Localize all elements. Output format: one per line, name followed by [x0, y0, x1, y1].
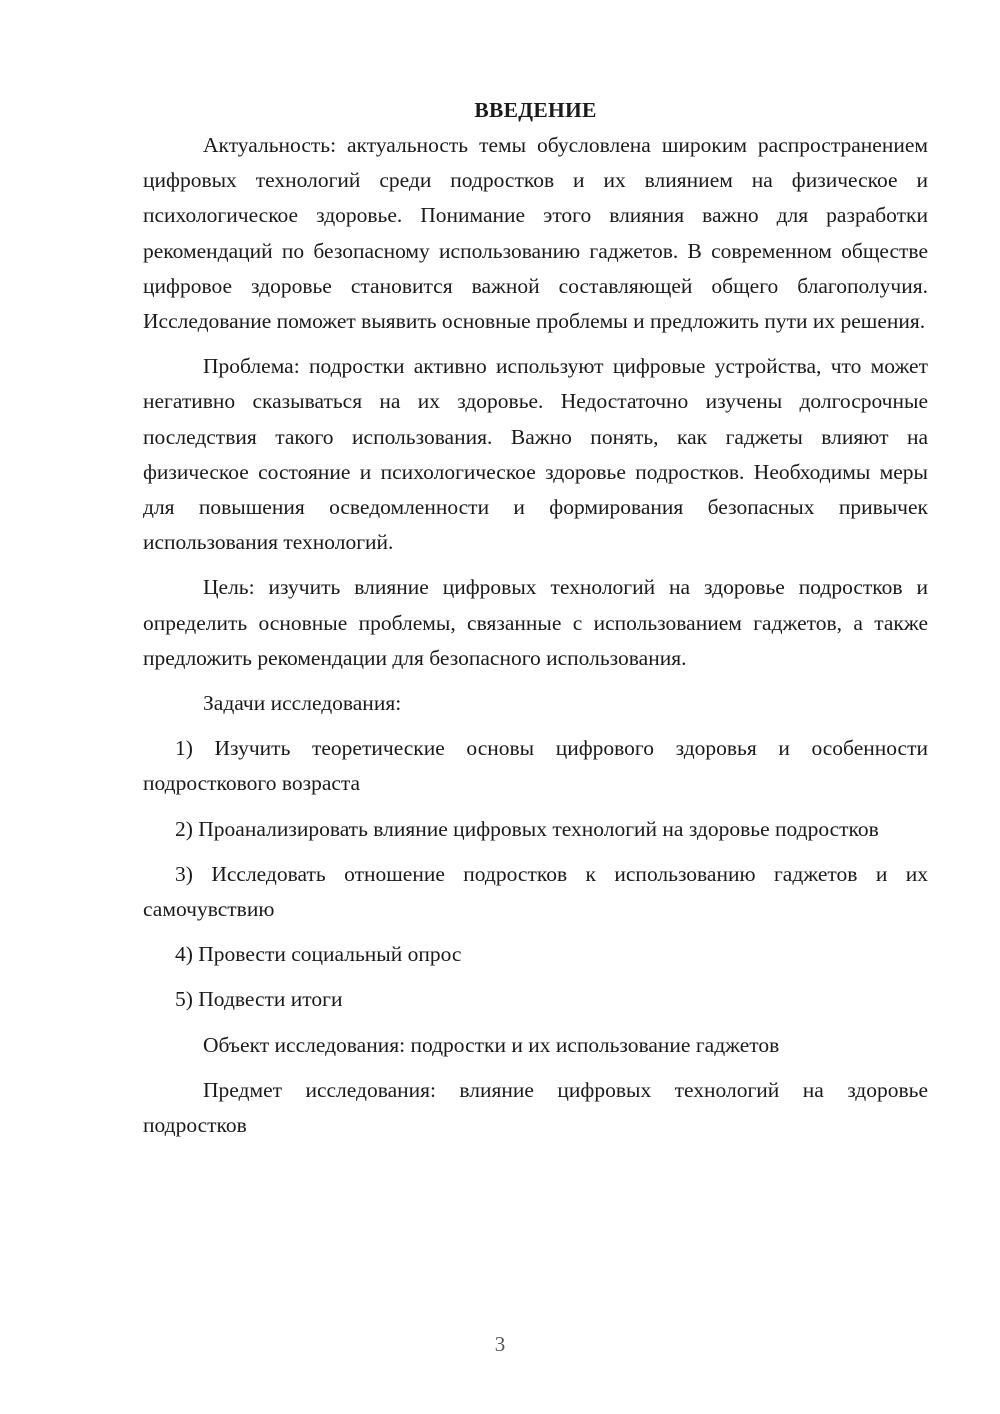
section-title: ВВЕДЕНИЕ — [474, 98, 597, 122]
document-body — [143, 93, 928, 1143]
tasks-heading: Задачи исследования: — [203, 691, 402, 716]
page-number: 3 — [494, 1332, 506, 1356]
task-item: 1) Изучить теоретические основы цифрового здоровья и особенности подросткового возраста — [143, 736, 928, 796]
relevance-paragraph: Актуальность: актуальность темы обусловлена широким распространением цифровых технологий среди подростков и их влиянием на физическое и психологическое здоровье. Понимание этого влияния важно для разработки рекомендаций по безопасному использованию гаджетов. В современном обществе цифровое здоровье становится важной составляющей общего благополучия. Исследование поможет выявить основные проблемы и предложить пути их решения. — [143, 133, 928, 334]
goal-paragraph: Цель: изучить влияние цифровых технологий на здоровье подростков и определить основные проблемы, связанные с использованием гаджетов, а также предложить рекомендации для безопасного использования. — [143, 575, 928, 670]
task-item: 4) Провести социальный опрос — [175, 942, 462, 967]
research-object-paragraph: Объект исследования: подростки и их использование гаджетов — [203, 1032, 780, 1057]
problem-paragraph: Проблема: подростки активно используют цифровые устройства, что может негативно сказываться на их здоровье. Недостаточно изучены долгосрочные последствия такого использования. Важно понять, как гаджеты влияют на физическое состояние и психологическое здоровье подростков. Необходимы меры для повышения осведомленности и формирования безопасных привычек использования технологий. — [143, 354, 928, 555]
tasks-list — [143, 731, 928, 1017]
task-item: 5) Подвести итоги — [175, 987, 343, 1012]
task-item: 3) Исследовать отношение подростков к использованию гаджетов и их самочувствию — [143, 861, 928, 922]
task-item: 2) Проанализировать влияние цифровых технологий на здоровье подростков — [175, 816, 879, 841]
research-subject-paragraph: Предмет исследования: влияние цифровых технологий на здоровье подростков — [143, 1077, 928, 1138]
